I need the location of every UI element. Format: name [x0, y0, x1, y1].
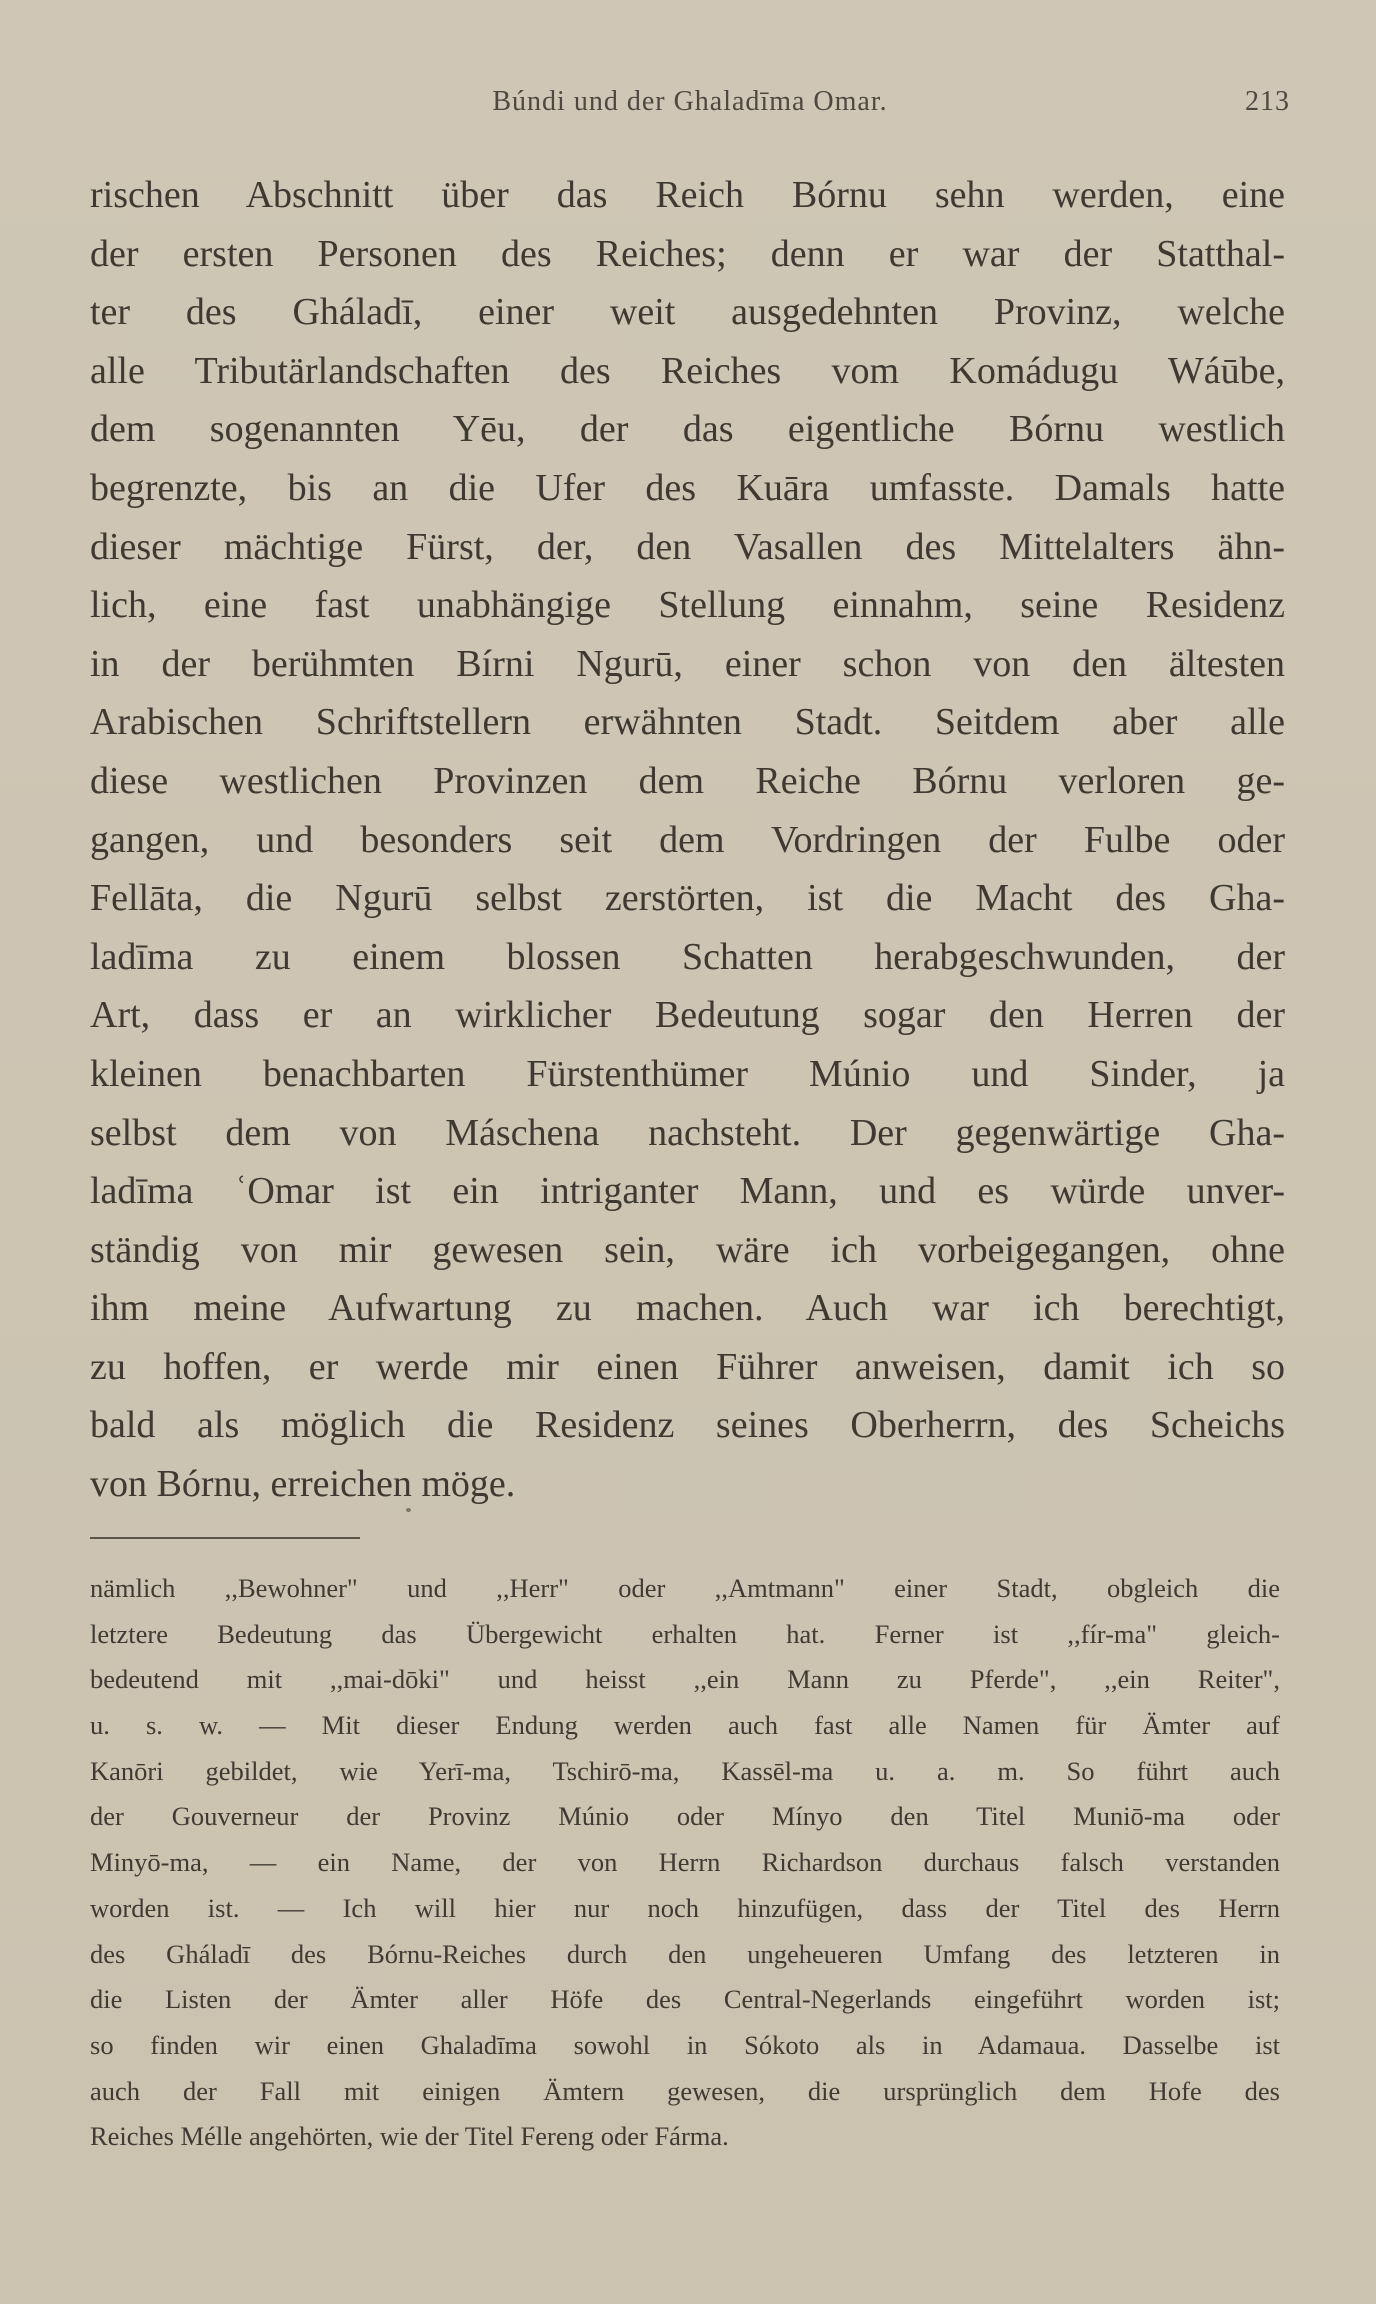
text-line: ladīma ʿOmar ist ein intriganter Mann, und es würde unver-: [90, 1170, 1285, 1213]
running-header: [90, 86, 1290, 126]
text-line: Art, dass er an wirklicher Bedeutung sogar den Herren der: [90, 994, 1285, 1037]
print-speck: [406, 1508, 411, 1512]
footnote-line: Kanōri gebildet, wie Yerī-ma, Tschirō-ma, Kassēl-ma u. a. m. So führt auch: [90, 1755, 1280, 1786]
footnote-line-final: Reiches Mélle angehörten, wie der Titel Fereng oder Fárma.: [90, 2121, 729, 2152]
footnote-line: auch der Fall mit einigen Ämtern gewesen, die ursprünglich dem Hofe des: [90, 2075, 1280, 2106]
text-line-final: von Bórnu, erreichen möge.: [90, 1463, 516, 1506]
text-line: ladīma zu einem blossen Schatten herabgeschwunden, der: [90, 935, 1285, 978]
page-number: 213: [1245, 86, 1290, 117]
footnote-line: worden ist. — Ich will hier nur noch hinzufügen, dass der Titel des Herrn: [90, 1892, 1280, 1923]
footnote-line: u. s. w. — Mit dieser Endung werden auch fast alle Namen für Ämter auf: [90, 1710, 1280, 1741]
footnote-line: die Listen der Ämter aller Höfe des Central-Negerlands eingeführt worden ist;: [90, 1984, 1280, 2015]
text-line: alle Tributärlandschaften des Reiches vom Komádugu Wáūbe,: [90, 349, 1285, 392]
footnote-line: bedeutend mit ,,mai-dōki" und heisst ,,ein Mann zu Pferde", ,,ein Reiter",: [90, 1664, 1280, 1695]
footnote-line: der Gouverneur der Provinz Múnio oder Mínyo den Titel Muniō-ma oder: [90, 1801, 1280, 1832]
footnote-line: Minyō-ma, — ein Name, der von Herrn Richardson durchaus falsch verstanden: [90, 1847, 1280, 1878]
text-line: bald als möglich die Residenz seines Oberherrn, des Scheichs: [90, 1404, 1285, 1447]
footnote: [90, 1566, 1280, 2160]
footnote-line: des Gháladī des Bórnu-Reiches durch den ungeheueren Umfang des letzteren in: [90, 1938, 1280, 1969]
text-line: lich, eine fast unabhängige Stellung einnahm, seine Residenz: [90, 584, 1285, 627]
main-text: [90, 166, 1285, 1514]
footnote-line: letztere Bedeutung das Übergewicht erhalten hat. Ferner ist ,,fír-ma" gleich-: [90, 1618, 1280, 1649]
text-line: Fellāta, die Ngurū selbst zerstörten, ist die Macht des Gha-: [90, 877, 1285, 920]
text-line: begrenzte, bis an die Ufer des Kuāra umfasste. Damals hatte: [90, 466, 1285, 509]
footnote-line: nämlich ,,Bewohner" und ,,Herr" oder ,,Amtmann" einer Stadt, obgleich die: [90, 1573, 1280, 1603]
text-line: dem sogenannten Yēu, der das eigentliche Bórnu westlich: [90, 408, 1285, 451]
text-line: ihm meine Aufwartung zu machen. Auch war ich berechtigt,: [90, 1287, 1285, 1330]
text-line: in der berühmten Bírni Ngurū, einer schon von den ältesten: [90, 642, 1285, 685]
text-line: gangen, und besonders seit dem Vordringen der Fulbe oder: [90, 818, 1285, 861]
footnote-line: so finden wir einen Ghaladīma sowohl in Sókoto als in Adamaua. Dasselbe ist: [90, 2029, 1280, 2060]
text-line: kleinen benachbarten Fürstenthümer Múnio und Sinder, ja: [90, 1052, 1285, 1095]
text-line: rischen Abschnitt über das Reich Bórnu sehn werden, eine: [90, 174, 1285, 216]
text-line: der ersten Personen des Reiches; denn er war der Statthal-: [90, 232, 1285, 275]
text-line: dieser mächtige Fürst, der, den Vasallen des Mittelalters ähn-: [90, 525, 1285, 568]
text-line: diese westlichen Provinzen dem Reiche Bórnu verloren ge-: [90, 759, 1285, 802]
text-line: selbst dem von Máschena nachsteht. Der gegenwärtige Gha-: [90, 1111, 1285, 1154]
text-line: Arabischen Schriftstellern erwähnten Stadt. Seitdem aber alle: [90, 701, 1285, 744]
text-line: ständig von mir gewesen sein, wäre ich vorbeigegangen, ohne: [90, 1228, 1285, 1271]
text-line: zu hoffen, er werde mir einen Führer anweisen, damit ich so: [90, 1345, 1285, 1388]
running-title: Búndi und der Ghaladīma Omar.: [492, 86, 888, 117]
text-line: ter des Gháladī, einer weit ausgedehnten Provinz, welche: [90, 291, 1285, 334]
footnote-divider: [90, 1537, 360, 1539]
